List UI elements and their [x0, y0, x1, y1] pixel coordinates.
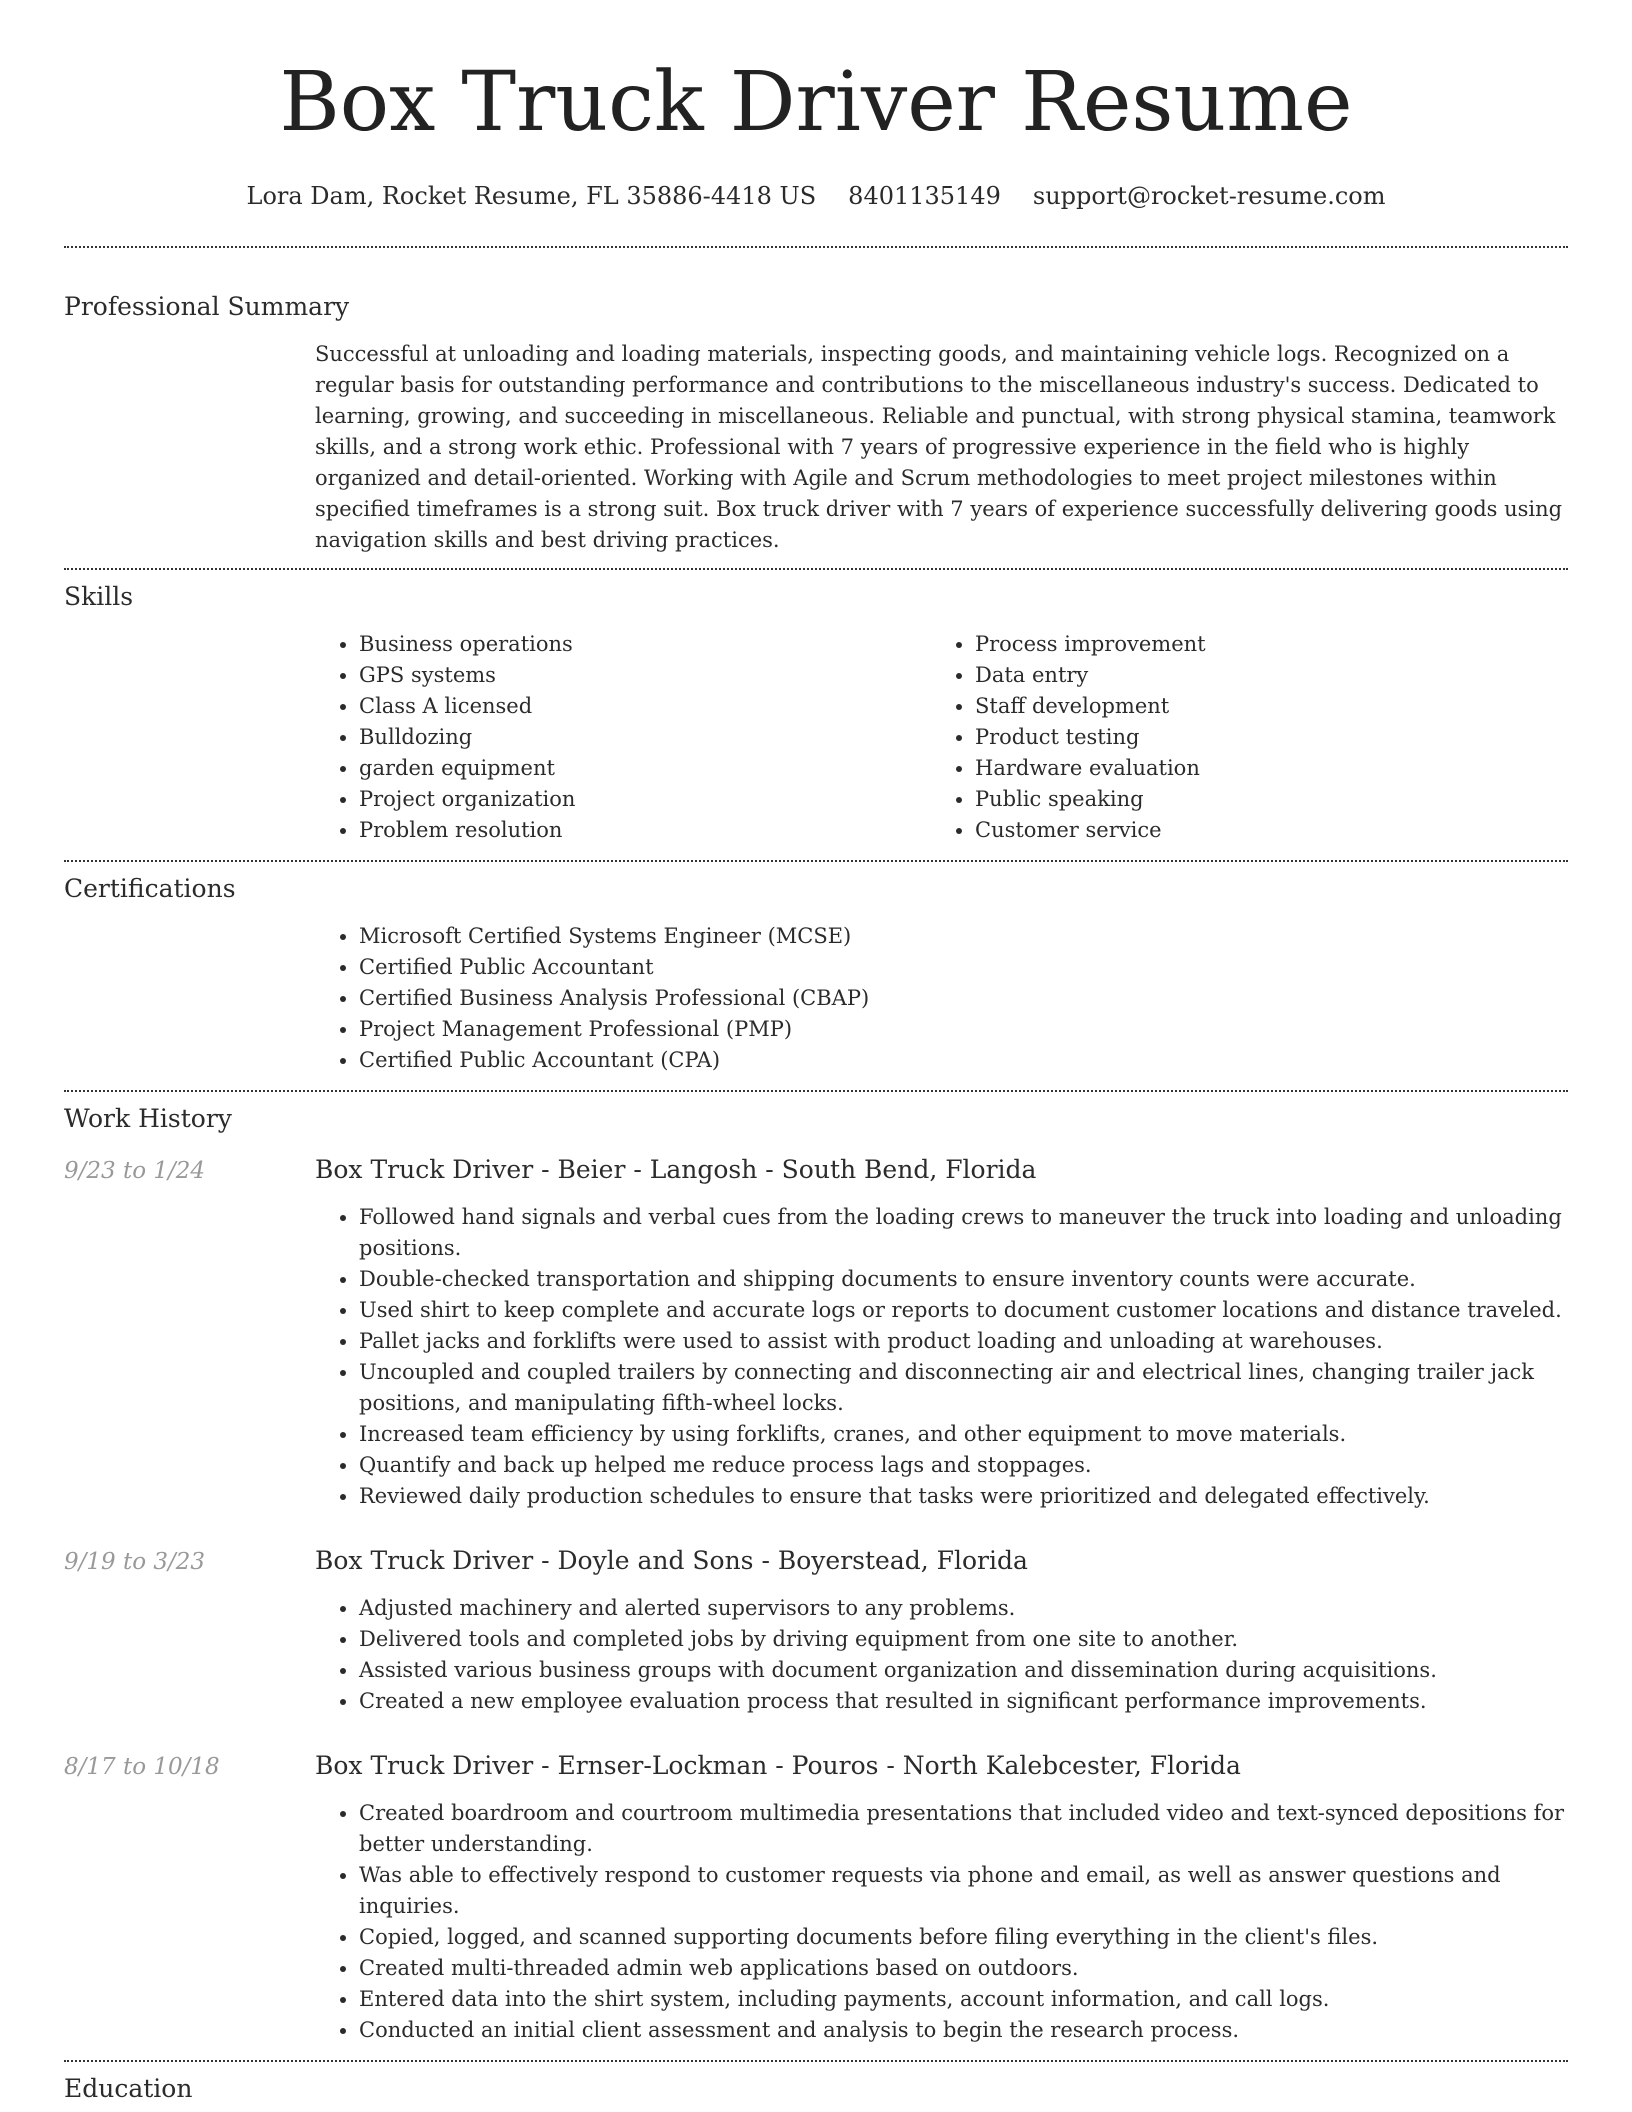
skill-item: • Staff development — [975, 691, 1547, 722]
skill-item: • Business operations — [359, 629, 931, 660]
certification-item: • Certified Public Accountant (CPA) — [359, 1045, 1568, 1076]
job-bullet: • Entered data into the shirt system, including payments, account information, and call logs. — [359, 1984, 1568, 2015]
divider — [64, 860, 1568, 862]
job-bullet: • Increased team efficiency by using forklifts, cranes, and other equipment to move materials. — [359, 1419, 1568, 1450]
job-bullet: • Created multi-threaded admin web applications based on outdoors. — [359, 1953, 1568, 1984]
job-bullets — [315, 1202, 1568, 1512]
skill-item: • garden equipment — [359, 753, 931, 784]
contact-email: support@rocket-resume.com — [1032, 182, 1386, 210]
job-bullet: • Followed hand signals and verbal cues from the loading crews to maneuver the truck into loading and unloading positions. — [359, 1202, 1568, 1264]
certifications-heading: Certifications — [64, 874, 236, 903]
skill-item: • Hardware evaluation — [975, 753, 1547, 784]
skill-item: • Data entry — [975, 660, 1547, 691]
job-dates: 8/17 to 10/18 — [64, 1754, 220, 1780]
job-header — [64, 1751, 1568, 1780]
job-title: Box Truck Driver - Beier - Langosh - South Bend, Florida — [315, 1155, 1037, 1184]
job-header — [64, 1546, 1568, 1575]
skill-item: • Process improvement — [975, 629, 1547, 660]
job-dates: 9/19 to 3/23 — [64, 1549, 206, 1575]
work-history-heading: Work History — [64, 1104, 232, 1133]
divider — [64, 1090, 1568, 1092]
job-bullet: • Conducted an initial client assessment and analysis to begin the research process. — [359, 2015, 1568, 2046]
divider — [64, 246, 1568, 248]
resume-page — [64, 0, 1568, 2103]
job-dates: 9/23 to 1/24 — [64, 1158, 206, 1184]
skills-list-right — [931, 629, 1547, 846]
skills-grid — [315, 629, 1568, 846]
job-bullet: • Created a new employee evaluation process that resulted in significant performance improvements. — [359, 1686, 1568, 1717]
contact-line — [64, 182, 1568, 210]
skill-item: • Bulldozing — [359, 722, 931, 753]
divider — [64, 568, 1568, 570]
skill-item: • Public speaking — [975, 784, 1547, 815]
skill-item: • Product testing — [975, 722, 1547, 753]
job-bullet: • Was able to effectively respond to customer requests via phone and email, as well as answer questions and inquiries. — [359, 1860, 1568, 1922]
summary-heading: Professional Summary — [64, 292, 350, 321]
job-bullet: • Double-checked transportation and shipping documents to ensure inventory counts were accurate. — [359, 1264, 1568, 1295]
contact-phone: 8401135149 — [848, 182, 1001, 210]
divider — [64, 2060, 1568, 2062]
skill-item: • Project organization — [359, 784, 931, 815]
certifications-list — [315, 921, 1568, 1076]
job-bullet: • Adjusted machinery and alerted supervisors to any problems. — [359, 1593, 1568, 1624]
job-bullet: • Assisted various business groups with document organization and dissemination during acquisitions. — [359, 1655, 1568, 1686]
job-bullets — [315, 1798, 1568, 2046]
job-title: Box Truck Driver - Ernser-Lockman - Pouros - North Kalebcester, Florida — [315, 1751, 1241, 1780]
summary-text: Successful at unloading and loading materials, inspecting goods, and maintaining vehicle logs. Recognized on a regular basis for outstanding performance and contributions to the miscellaneous industry's success. Dedicated to learning, growing, and succeeding in miscellaneous. Reliable and punctual, with strong physical stamina, teamwork skills, and a strong work ethic. Professional with 7 years of progressive experience in the field who is highly organized and detail-oriented. Working with Agile and Scrum methodologies to meet project milestones within specified timeframes is a strong suit. Box truck driver with 7 years of experience successfully delivering goods using navigation skills and best driving practices. — [315, 342, 1563, 552]
certification-item: • Certified Business Analysis Professional (CBAP) — [359, 983, 1568, 1014]
resume-title: Box Truck Driver Resume — [279, 55, 1353, 150]
skills-list-left — [315, 629, 931, 846]
skill-item: • Customer service — [975, 815, 1547, 846]
certification-item: • Certified Public Accountant — [359, 952, 1568, 983]
skill-item: • GPS systems — [359, 660, 931, 691]
skills-heading: Skills — [64, 582, 134, 611]
skill-item: • Problem resolution — [359, 815, 931, 846]
certification-item: • Microsoft Certified Systems Engineer (MCSE) — [359, 921, 1568, 952]
job-header — [64, 1155, 1568, 1184]
job-bullet: • Copied, logged, and scanned supporting documents before filing everything in the client's files. — [359, 1922, 1568, 1953]
skill-item: • Class A licensed — [359, 691, 931, 722]
job-title: Box Truck Driver - Doyle and Sons - Boyerstead, Florida — [315, 1546, 1028, 1575]
certification-item: • Project Management Professional (PMP) — [359, 1014, 1568, 1045]
job-bullet: • Uncoupled and coupled trailers by connecting and disconnecting air and electrical lines, changing trailer jack positions, and manipulating fifth-wheel locks. — [359, 1357, 1568, 1419]
education-heading: Education — [64, 2074, 193, 2103]
job-bullet: • Used shirt to keep complete and accurate logs or reports to document customer locations and distance traveled. — [359, 1295, 1568, 1326]
job-bullet: • Reviewed daily production schedules to ensure that tasks were prioritized and delegated effectively. — [359, 1481, 1568, 1512]
job-bullet: • Pallet jacks and forklifts were used to assist with product loading and unloading at warehouses. — [359, 1326, 1568, 1357]
job-bullets — [315, 1593, 1568, 1717]
job-bullet: • Quantify and back up helped me reduce process lags and stoppages. — [359, 1450, 1568, 1481]
job-bullet: • Delivered tools and completed jobs by driving equipment from one site to another. — [359, 1624, 1568, 1655]
job-bullet: • Created boardroom and courtroom multimedia presentations that included video and text-synced depositions for better understanding. — [359, 1798, 1568, 1860]
contact-address: Lora Dam, Rocket Resume, FL 35886-4418 US — [246, 182, 817, 210]
